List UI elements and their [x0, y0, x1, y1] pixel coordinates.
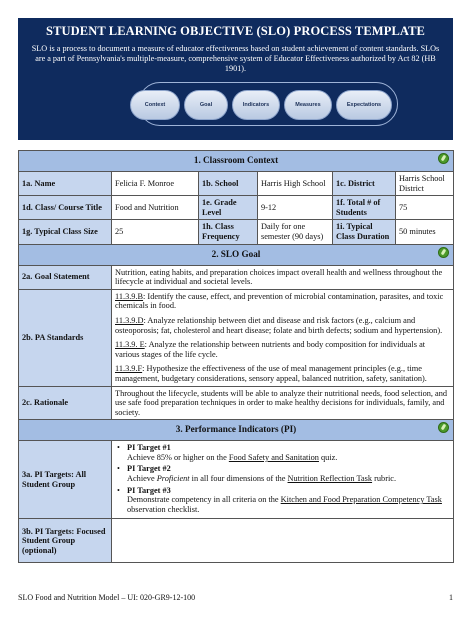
pi-target-item [127, 443, 450, 462]
slo-template-page [18, 18, 453, 563]
pi-target-text: Achieve [127, 474, 157, 484]
all-group-label: 3a. PI Targets: All Student Group [19, 441, 112, 519]
process-flow-diagram [26, 80, 445, 140]
district-value: Harris School District [396, 172, 454, 196]
standards-list [112, 289, 454, 386]
standard-text: : Analyze the relationship between nutrients and body composition for individuals at various stages of the life cycle. [115, 340, 426, 359]
pi-target-text: in all four dimensions of the [189, 474, 288, 484]
pi-target-emphasis: Proficient [156, 474, 190, 484]
grade-value: 9-12 [258, 196, 333, 220]
classsize-value: 25 [112, 220, 199, 244]
standard-item [115, 292, 450, 311]
students-value: 75 [396, 196, 454, 220]
standard-item [115, 364, 450, 383]
classsize-label: 1g. Typical Class Size [19, 220, 112, 244]
pi-target-item [127, 486, 450, 515]
section1-header [19, 151, 454, 172]
assessment-link: Food Safety and Sanitation [228, 452, 319, 462]
duration-label: 1i. Typical Class Duration [333, 220, 396, 244]
standard-text: : Hypothesize the effectiveness of the use of meal management principles (e.g., time management, budgetary considerations, sensory appeal, balanced nutrition, safety, sanitation). [115, 364, 427, 383]
school-label: 1b. School [199, 172, 258, 196]
pi-target-label: • PI Target #1 [127, 443, 171, 453]
standard-text: : Analyze relationship between diet and disease and risk factors (e.g., calcium and osteoporosis; fat, cholesterol and heart disease; folate and birth defects; sodium and hypertension). [115, 315, 443, 335]
standard-text: : Identify the cause, effect, and prevention of microbial contamination, parasites, and toxic chemicals in food. [115, 291, 444, 311]
footer-text: SLO Food and Nutrition Model – UI: 020-GR9-12-100 [18, 593, 196, 602]
document-title: STUDENT LEARNING OBJECTIVE (SLO) PROCESS TEMPLATE [46, 24, 425, 38]
page-number: 1 [449, 593, 453, 602]
standard-code: 11.3.9. E [115, 340, 145, 350]
section3-header [19, 420, 454, 441]
section3-title: 3. Performance Indicators (PI) [175, 424, 297, 435]
school-value: Harris High School [258, 172, 333, 196]
focused-group-value [112, 519, 454, 563]
slo-table [18, 150, 454, 563]
duration-value: 50 minutes [396, 220, 454, 244]
name-label: 1a. Name [19, 172, 112, 196]
template-header [18, 18, 453, 140]
stage-expectations: Expectations [336, 90, 392, 120]
leaf-icon [438, 422, 449, 433]
frequency-value: Daily for one semester (90 days) [258, 220, 333, 244]
standard-code: 11.3.9.F [115, 364, 143, 374]
stage-indicators: Indicators [232, 90, 280, 120]
pi-target-text: Achieve 85% or higher on the [127, 452, 229, 462]
section2-title: 2. SLO Goal [211, 248, 261, 259]
goal-value: Nutrition, eating habits, and preparation choices impact overall health and wellness throughout the lifecycle at individual and societal levels. [112, 265, 454, 289]
stage-measures: Measures [284, 90, 332, 120]
class-label: 1d. Class/ Course Title [19, 196, 112, 220]
focused-group-label: 3b. PI Targets: Focused Student Group (optional) [19, 519, 112, 563]
class-value: Food and Nutrition [112, 196, 199, 220]
students-label: 1f. Total # of Students [333, 196, 396, 220]
assessment-link: Nutrition Reflection Task [287, 474, 373, 484]
page-footer [18, 593, 453, 602]
document-description: SLO is a process to document a measure of educator effectiveness based on student achievement of content standards. SLOs are a part of Pennsylvania's multiple-measure, comprehensive system of Educator Effectiveness authorized by Act 82 (HB 1901). [31, 44, 440, 73]
standard-code: 11.3.9.D [115, 315, 144, 325]
grade-label: 1e. Grade Level [199, 196, 258, 220]
goal-label: 2a. Goal Statement [19, 265, 112, 289]
frequency-label: 1h. Class Frequency [199, 220, 258, 244]
section2-header [19, 244, 454, 265]
leaf-icon [438, 153, 449, 164]
standards-label: 2b. PA Standards [19, 289, 112, 386]
pi-target-item [127, 464, 450, 483]
standard-item [115, 340, 450, 359]
pi-targets-list [112, 441, 454, 519]
name-value: Felicia F. Monroe [112, 172, 199, 196]
section1-title: 1. Classroom Context [193, 155, 279, 166]
rationale-label: 2c. Rationale [19, 386, 112, 420]
pi-target-text: observation checklist. [127, 504, 200, 514]
district-label: 1c. District [333, 172, 396, 196]
assessment-link: Kitchen and Food Preparation Competency Task [280, 495, 442, 505]
leaf-icon [438, 247, 449, 258]
stage-context: Context [130, 90, 180, 120]
pi-target-text: quiz. [318, 452, 338, 462]
rationale-value: Throughout the lifecycle, students will be able to analyze their nutritional needs, food selection, and use safe food preparation techniques in order to make healthy decisions for individuals, family, and society. [112, 386, 454, 420]
pi-target-text: Demonstrate competency in all criteria on the [127, 495, 281, 505]
stage-goal: Goal [184, 90, 228, 120]
pi-target-label: • PI Target #2 [127, 464, 171, 474]
standard-item [115, 316, 450, 335]
pi-target-text: rubric. [372, 474, 397, 484]
standard-code: 11.3.9.B [115, 291, 144, 301]
pi-target-label: • PI Target #3 [127, 485, 171, 495]
